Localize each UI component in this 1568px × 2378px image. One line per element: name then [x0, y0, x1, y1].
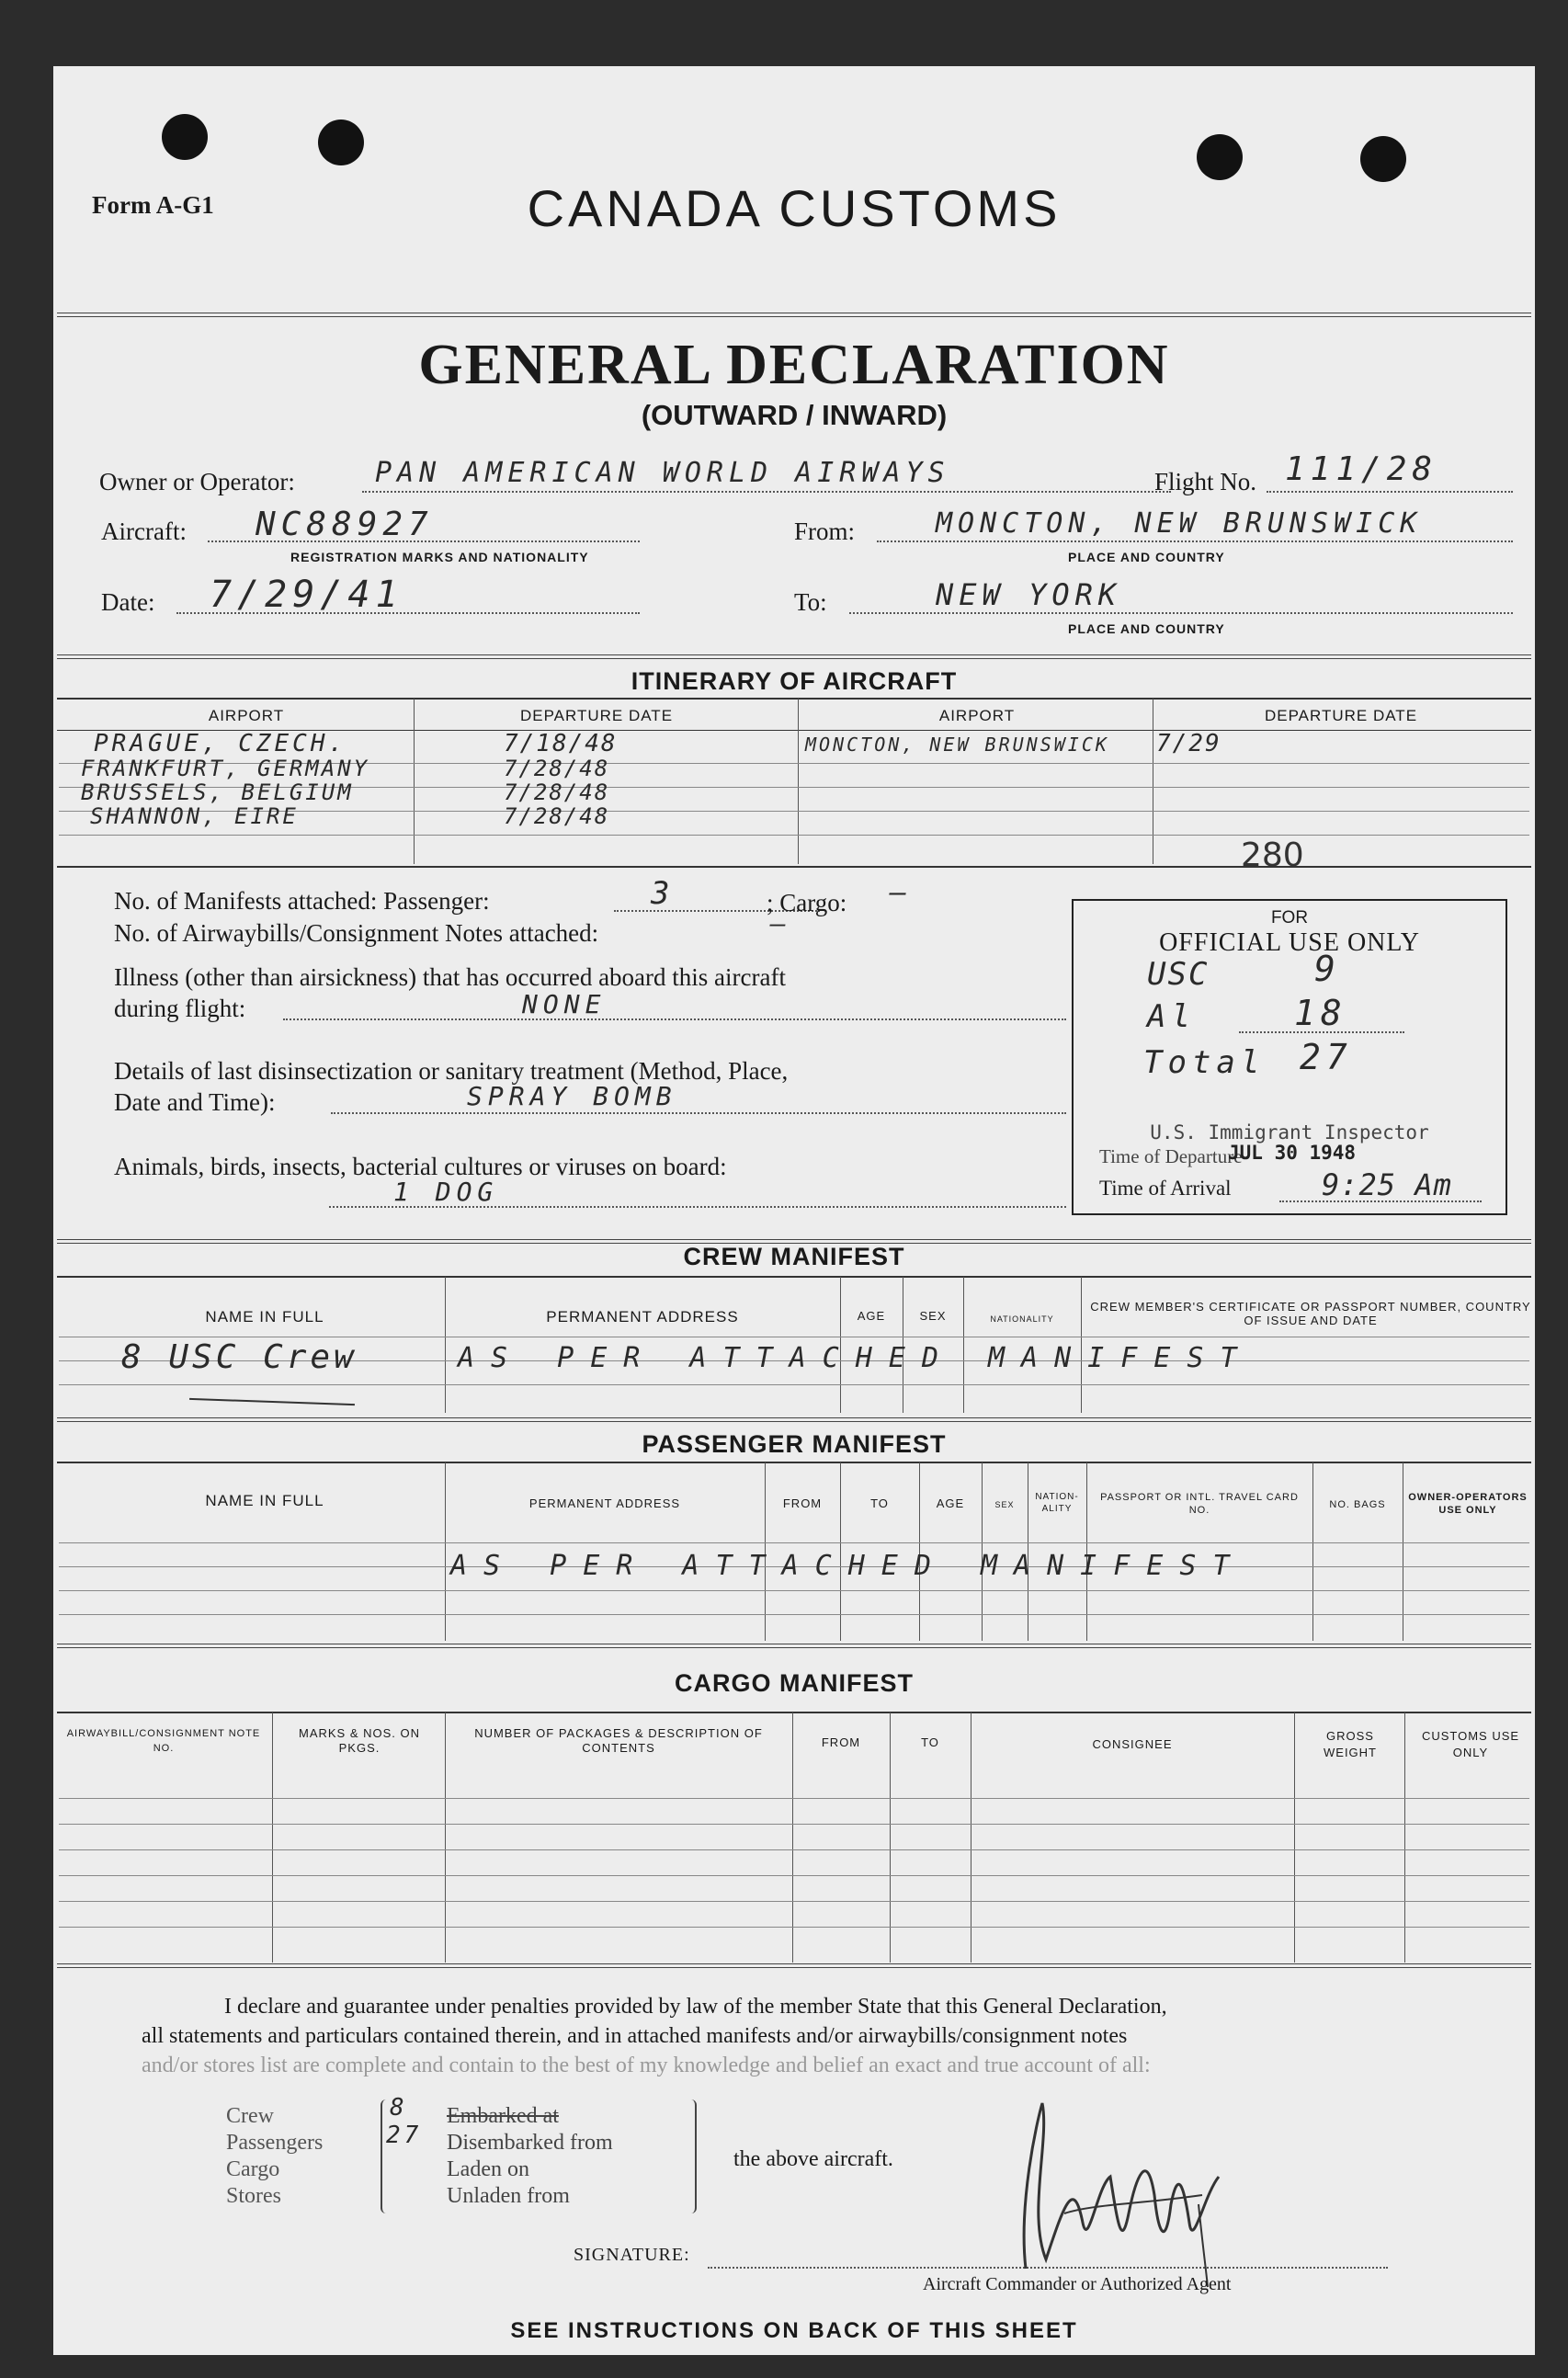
owner-label: Owner or Operator:	[99, 468, 295, 495]
from-value: MONCTON, NEW BRUNSWICK	[936, 507, 1423, 540]
total-count: 27	[1300, 1037, 1353, 1077]
from-line	[877, 540, 1513, 542]
cargo-col-marks: MARKS & NOS. ON PKGS.	[298, 1726, 421, 1755]
to-line	[849, 612, 1513, 614]
itinerary-top-rule	[57, 698, 1531, 700]
usc-count: 9	[1314, 949, 1341, 989]
cargo-row-rule	[59, 1798, 1529, 1799]
itin-date: 7/28/48	[504, 756, 610, 781]
pax-row-rule	[59, 1614, 1529, 1615]
crew-count: 8	[390, 2094, 404, 2122]
agency-title: CANADA CUSTOMS	[527, 179, 1062, 237]
total-label: Total	[1143, 1044, 1266, 1081]
cargo-col-consignee: CONSIGNEE	[1092, 1737, 1173, 1751]
itin-date: 7/28/48	[504, 803, 610, 829]
animals-value: 1 DOG	[393, 1177, 499, 1207]
usc-label: USC	[1147, 956, 1210, 993]
itin-date: 7/28/48	[504, 779, 610, 805]
from-caption: PLACE AND COUNTRY	[1068, 550, 1225, 564]
cargo-col-weight: GROSS WEIGHT	[1324, 1729, 1377, 1759]
cargo-col-divider	[272, 1712, 273, 1963]
itinerary-bottom-rule	[57, 866, 1531, 868]
owner-line	[362, 491, 1171, 493]
to-caption: PLACE AND COUNTRY	[1068, 621, 1225, 636]
signature-scribble	[1009, 2066, 1230, 2293]
disinsect-label: Date and Time):	[114, 1088, 276, 1116]
stamp-number: 280	[1241, 836, 1304, 874]
cargo-col-divider	[1294, 1712, 1295, 1963]
crew-manifest-heading: CREW MANIFEST	[683, 1243, 905, 1270]
al-label: Al	[1147, 998, 1196, 1035]
itin-airport: BRUSSELS, BELGIUM	[81, 779, 354, 805]
action-unladen: Unladen from	[447, 2184, 570, 2208]
cargo-row-rule	[59, 1875, 1529, 1876]
pax-col-bags: NO. BAGS	[1329, 1499, 1386, 1510]
cargo-count: —	[890, 877, 913, 909]
flight-value: 111/28	[1285, 450, 1438, 488]
cargo-col-divider	[890, 1712, 891, 1963]
declaration-actions	[447, 2103, 613, 2210]
date-value: 7/29/41	[210, 574, 403, 616]
time-arrival-value: 9:25 Am	[1322, 1167, 1452, 1202]
cargo-manifest-heading: CARGO MANIFEST	[675, 1669, 914, 1697]
declaration-categories	[226, 2103, 323, 2210]
itin-col-airport-1: AIRPORT	[208, 707, 285, 724]
aircraft-value: NC88927	[256, 506, 434, 543]
aircraft-caption: REGISTRATION MARKS AND NATIONALITY	[290, 550, 589, 564]
action-embarked: Embarked at	[447, 2104, 559, 2128]
itin-date: 7/18/48	[504, 730, 618, 757]
declaration-line: and/or stores list are complete and contain to the best of my knowledge and belief an exact and true account of all:	[142, 2054, 1151, 2077]
cargo-col-divider	[1404, 1712, 1405, 1963]
action-laden: Laden on	[447, 2157, 529, 2181]
itin-airport: SHANNON, EIRE	[90, 803, 299, 829]
cargo-row-rule	[59, 1927, 1529, 1928]
airwaybills-count: —	[770, 908, 791, 939]
date-label: Date:	[101, 588, 155, 616]
signature-label: SIGNATURE:	[574, 2245, 690, 2265]
declaration-line: I declare and guarantee under penalties provided by law of the member State that this General Declaration,	[224, 1995, 1167, 2019]
cargo-col-from: FROM	[821, 1735, 861, 1749]
pax-col-passport: PASSPORT OR INTL. TRAVEL CARD NO.	[1100, 1492, 1299, 1516]
illness-line	[283, 1018, 1066, 1020]
cargo-col-divider	[445, 1712, 446, 1963]
declaration-suffix: the above aircraft.	[733, 2147, 893, 2171]
category-stores: Stores	[226, 2184, 281, 2208]
pax-col-from: FROM	[782, 1496, 823, 1510]
instructions-footer: SEE INSTRUCTIONS ON BACK OF THIS SHEET	[510, 2318, 1078, 2343]
page-title: GENERAL DECLARATION	[418, 334, 1170, 396]
time-departure-label: Time of Departure	[1099, 1145, 1243, 1167]
immigration-stamp-title: U.S. Immigrant Inspector	[1150, 1121, 1429, 1143]
cargo-row-rule	[59, 1849, 1529, 1850]
crew-col-name: NAME IN FULL	[205, 1308, 324, 1326]
passenger-top-rule	[57, 1462, 1531, 1463]
crew-col-age: AGE	[857, 1309, 886, 1323]
underline-mark	[189, 1398, 355, 1405]
passenger-manifest-heading: PASSENGER MANIFEST	[642, 1430, 947, 1458]
official-use-box	[1072, 899, 1507, 1215]
pax-col-nationality: NATION-ALITY	[1035, 1492, 1079, 1514]
category-passengers: Passengers	[226, 2131, 324, 2155]
signer-caption: Aircraft Commander or Authorized Agent	[923, 2274, 1232, 2294]
form-number: Form A-G1	[92, 191, 214, 219]
immigration-stamp-date: JUL 30 1948	[1228, 1142, 1357, 1164]
category-cargo: Cargo	[226, 2157, 280, 2181]
pax-col-sex: SEX	[994, 1500, 1015, 1509]
crew-col-nationality: NATIONALITY	[990, 1314, 1054, 1324]
time-arrival-label: Time of Arrival	[1099, 1177, 1232, 1200]
itin-col-divider	[798, 699, 799, 864]
punch-hole	[318, 119, 364, 165]
illness-label: during flight:	[114, 995, 246, 1022]
itin-airport: FRANKFURT, GERMANY	[81, 756, 370, 781]
cargo-col-customs: CUSTOMS USE ONLY	[1421, 1729, 1520, 1759]
pax-entry-note: AS PER ATTACHED MANIFEST	[450, 1550, 1246, 1582]
itin-col-date-2: DEPARTURE DATE	[1264, 707, 1418, 724]
illness-value: NONE	[522, 989, 607, 1019]
itinerary-heading: ITINERARY OF AIRCRAFT	[631, 667, 958, 695]
crew-col-certificate: CREW MEMBER'S CERTIFICATE OR PASSPORT NUMBER, COUNTRY OF ISSUE AND DATE	[1090, 1300, 1531, 1327]
passenger-total: 27	[386, 2122, 423, 2149]
flight-label: Flight No.	[1154, 468, 1257, 495]
punch-hole	[1360, 136, 1406, 182]
disinsect-line	[331, 1112, 1066, 1114]
punch-hole	[1197, 134, 1243, 180]
crew-col-sex: SEX	[919, 1309, 947, 1323]
crew-entry-note: AS PER ATTACHED MANIFEST	[458, 1342, 1254, 1374]
for-label: FOR	[1270, 908, 1309, 927]
divider	[57, 1644, 1531, 1648]
disinsect-value: SPRAY BOMB	[467, 1081, 677, 1111]
flight-line	[1267, 491, 1513, 493]
cargo-top-rule	[57, 1712, 1531, 1713]
crew-top-rule	[57, 1276, 1531, 1278]
itin-col-divider	[414, 699, 415, 864]
from-label: From:	[794, 518, 856, 545]
divider	[57, 313, 1531, 317]
pax-col-name: NAME IN FULL	[205, 1492, 324, 1509]
al-count: 18	[1294, 993, 1347, 1033]
pax-row-rule	[59, 1590, 1529, 1591]
cargo-col-airwaybill: AIRWAYBILL/CONSIGNMENT NOTE NO.	[66, 1728, 261, 1754]
itin-airport: PRAGUE, CZECH.	[94, 730, 347, 757]
official-use-title: OFFICIAL USE ONLY	[1159, 928, 1420, 957]
to-value: NEW YORK	[936, 577, 1122, 612]
pax-col-address: PERMANENT ADDRESS	[528, 1496, 681, 1510]
divider	[57, 1417, 1531, 1422]
passenger-count: 3	[651, 875, 676, 912]
to-label: To:	[794, 588, 827, 616]
cargo-col-packages: NUMBER OF PACKAGES & DESCRIPTION OF CONTENTS	[474, 1726, 763, 1755]
cargo-row-rule	[59, 1824, 1529, 1825]
pax-row-rule	[59, 1542, 1529, 1543]
airwaybills-label: No. of Airwaybills/Consignment Notes attached:	[114, 919, 599, 947]
divider	[57, 654, 1531, 659]
category-crew: Crew	[226, 2104, 274, 2128]
illness-label: Illness (other than airsickness) that has occurred aboard this aircraft	[114, 963, 786, 991]
animals-label: Animals, birds, insects, bacterial cultures or viruses on board:	[114, 1153, 727, 1180]
pax-col-owner-use: OWNER-OPERATORS USE ONLY	[1408, 1492, 1528, 1516]
owner-value: PAN AMERICAN WORLD AIRWAYS	[375, 457, 950, 489]
itin-col-date-1: DEPARTURE DATE	[519, 707, 674, 724]
declaration-form	[53, 66, 1535, 2355]
disinsect-label: Details of last disinsectization or sanitary treatment (Method, Place,	[114, 1057, 789, 1085]
divider	[57, 1963, 1531, 1968]
declaration-line: all statements and particulars contained therein, and in attached manifests and/or airwaybills/consignment notes	[142, 2024, 1128, 2048]
cargo-label: ; Cargo:	[767, 889, 847, 916]
crew-row-rule	[59, 1384, 1529, 1385]
itin-row-rule	[59, 835, 1529, 836]
action-disembarked: Disembarked from	[447, 2131, 613, 2155]
cargo-row-rule	[59, 1901, 1529, 1902]
punch-hole	[162, 114, 208, 160]
crew-col-address: PERMANENT ADDRESS	[546, 1308, 739, 1326]
page-subtitle: (OUTWARD / INWARD)	[641, 399, 948, 431]
itin-airport: MONCTON, NEW BRUNSWICK	[805, 734, 1109, 756]
pax-col-to: TO	[870, 1496, 889, 1510]
right-brace	[686, 2099, 697, 2213]
cargo-col-to: TO	[921, 1735, 939, 1749]
pax-col-age: AGE	[936, 1496, 965, 1510]
crew-col-divider	[445, 1277, 446, 1413]
cargo-col-divider	[792, 1712, 793, 1963]
manifests-label: No. of Manifests attached: Passenger:	[114, 887, 490, 915]
itin-date: 7/29	[1156, 730, 1221, 757]
aircraft-label: Aircraft:	[101, 518, 187, 545]
crew-entry-name: 8 USC Crew	[121, 1338, 358, 1376]
itin-col-airport-2: AIRPORT	[938, 707, 1016, 724]
